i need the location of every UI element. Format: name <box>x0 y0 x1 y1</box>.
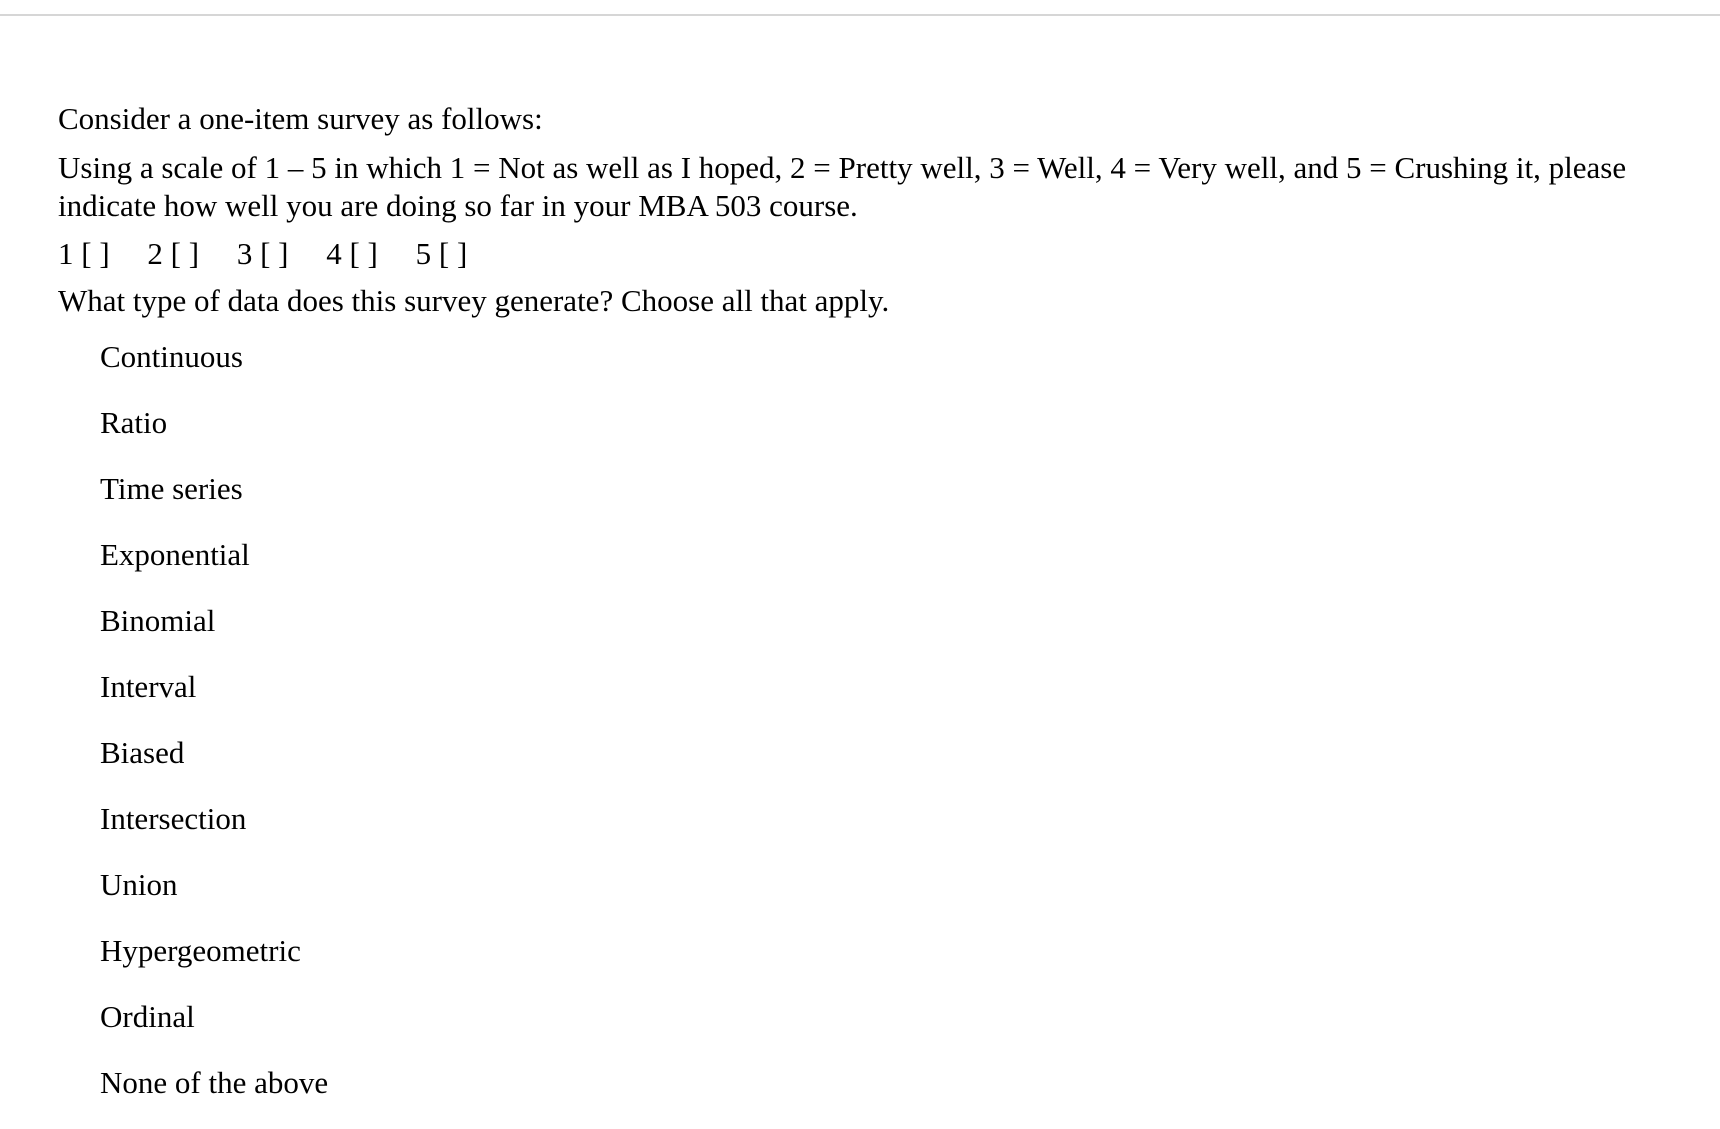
answer-options <box>100 337 328 1129</box>
option-binomial[interactable]: Binomial <box>100 603 216 638</box>
option-none-of-the-above[interactable]: None of the above <box>100 1065 329 1100</box>
scale-box-1: 1 [ ] <box>58 236 110 271</box>
option-intersection[interactable]: Intersection <box>100 801 247 836</box>
scale-box-3: 3 [ ] <box>236 236 289 271</box>
question-prompt: What type of data does this survey generate? Choose all that apply. <box>58 283 890 318</box>
question-intro: Consider a one-item survey as follows: <box>58 101 543 136</box>
option-biased[interactable]: Biased <box>100 735 185 770</box>
option-ratio[interactable]: Ratio <box>100 405 168 440</box>
option-exponential[interactable]: Exponential <box>100 537 250 572</box>
option-ordinal[interactable]: Ordinal <box>100 999 195 1034</box>
option-union[interactable]: Union <box>100 867 178 902</box>
option-continuous[interactable]: Continuous <box>100 339 243 374</box>
scale-description: Using a scale of 1 – 5 in which 1 = Not as well as I hoped, 2 = Pretty well, 3 = Well, 4 = Very well, and 5 = Crushing it, please indicate how well you are doing so far in your MBA 503 course. <box>58 150 1627 223</box>
scale-box-5: 5 [ ] <box>415 236 468 271</box>
option-hypergeometric[interactable]: Hypergeometric <box>100 933 301 968</box>
scale-box-4: 4 [ ] <box>326 236 378 271</box>
scale-box-2: 2 [ ] <box>147 236 200 271</box>
top-divider <box>0 14 1720 16</box>
scale-boxes <box>58 235 497 273</box>
option-time-series[interactable]: Time series <box>100 471 243 506</box>
option-interval[interactable]: Interval <box>100 669 197 704</box>
